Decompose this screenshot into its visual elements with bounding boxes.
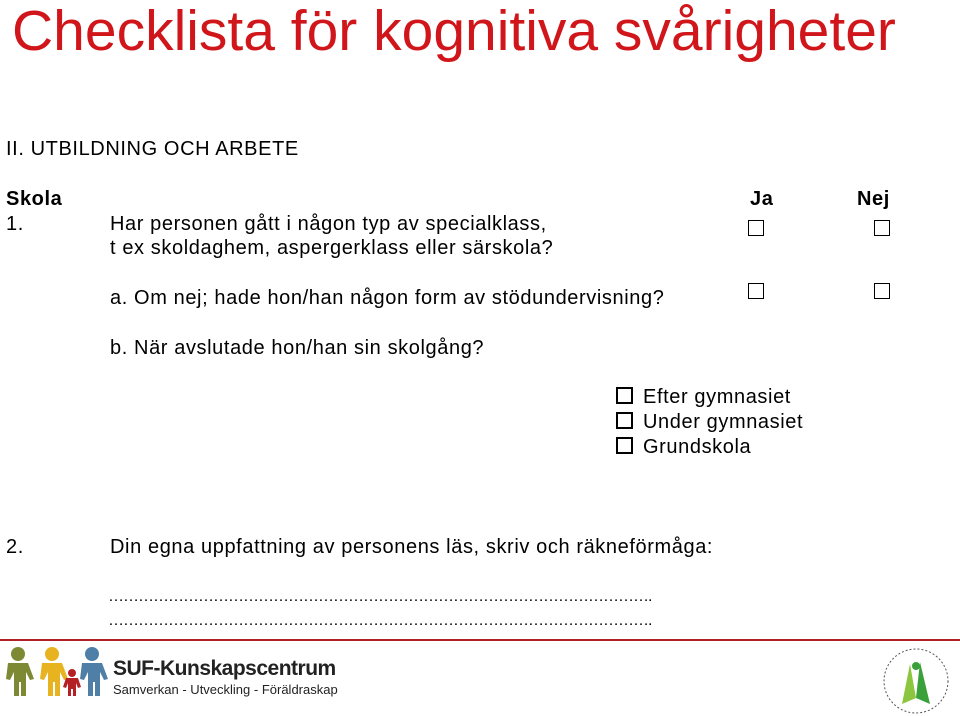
option-label: Grundskola [643, 436, 752, 458]
column-ja: Ja [750, 188, 774, 210]
option-label: Efter gymnasiet [643, 386, 791, 408]
page-title: Checklista för kognitiva svårigheter [12, 0, 896, 63]
logo-name: SUF-Kunskapscentrum [113, 657, 336, 680]
answer-line[interactable]: ………………………………………………………………………………………………. [108, 612, 652, 629]
question-b-text: b. När avslutade hon/han sin skolgång? [110, 337, 485, 359]
column-nej: Nej [857, 188, 890, 210]
footer-divider [0, 639, 960, 641]
question-text: t ex skoldaghem, aspergerklass eller särskola? [110, 237, 554, 259]
question-a-text: a. Om nej; hade hon/han någon form av stödundervisning? [110, 287, 665, 309]
arvsfonden-seal-icon [880, 646, 952, 716]
family-logo-icon [2, 646, 112, 698]
question-number: 2. [6, 536, 24, 558]
subsection-heading: Skola [6, 188, 63, 210]
q1-nej-checkbox[interactable] [874, 220, 890, 236]
answer-line[interactable]: ………………………………………………………………………………………………. [108, 588, 652, 605]
option-checkbox[interactable] [616, 412, 633, 429]
question-number: 1. [6, 213, 24, 235]
option-checkbox[interactable] [616, 387, 633, 404]
option-label: Under gymnasiet [643, 411, 804, 433]
qa-nej-checkbox[interactable] [874, 283, 890, 299]
option-checkbox[interactable] [616, 437, 633, 454]
qa-ja-checkbox[interactable] [748, 283, 764, 299]
q1-ja-checkbox[interactable] [748, 220, 764, 236]
logo-tagline: Samverkan - Utveckling - Föräldraskap [113, 682, 338, 697]
question-text: Din egna uppfattning av personens läs, skriv och räkneförmåga: [110, 536, 714, 558]
section-heading: II. UTBILDNING OCH ARBETE [6, 138, 299, 160]
question-text: Har personen gått i någon typ av specialklass, [110, 213, 547, 235]
